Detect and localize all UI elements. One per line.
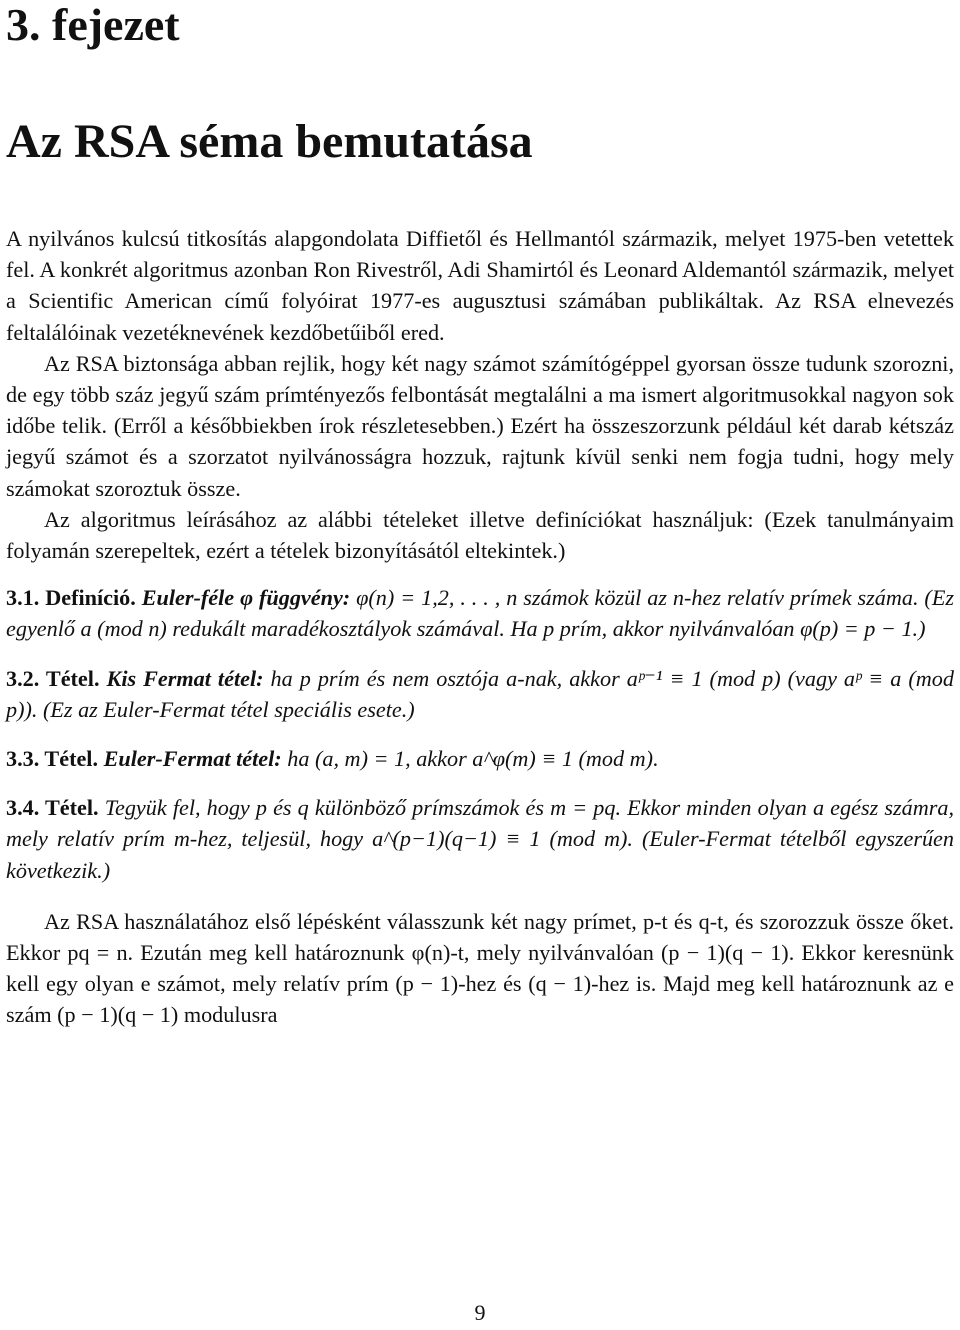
statement-body: Tegyük fel, hogy p és q különböző prímszámok és m = pq. Ekkor minden olyan a egész számra, mely relatív prím m-hez, teljesül, hogy a^(p−1)(q−1) ≡ 1 (mod m). (Euler-Fermat tételből egyszerűen következik.) xyxy=(6,795,954,883)
paragraph-security: Az RSA biztonsága abban rejlik, hogy két nagy számot számítógéppel gyorsan össze tudunk szorozni, de egy több száz jegyű szám prímtényezős felbontását megtalálni a ma ismert algoritmusokkal nagyon sok időbe telik. (Erről a későbbiekben írok részletesebben.) Ezért ha összeszorzunk például két darab kétszáz jegyű számot és a szorzatot nyilvánosságra hozzuk, rajtunk kívül senki nem fogja tudni, hogy mely számokat szoroztuk össze. xyxy=(6,350,954,501)
statement-body: ha p prím és nem osztója a-nak, akkor aᵖ⁻¹ ≡ 1 (mod p) (vagy aᵖ ≡ a (mod p)). (Ez az Euler-Fermat tétel speciális esete.) xyxy=(6,665,954,722)
chapter-label: 3. fejezet xyxy=(6,0,180,50)
theorem-euler-fermat xyxy=(6,743,954,774)
statement-name: Euler-Fermat tétel: xyxy=(103,746,282,772)
definition-euler-phi xyxy=(6,582,954,644)
paragraph-rsa-usage: Az RSA használatához első lépésként válasszunk két nagy prímet, p-t és q-t, és szorozzuk össze őket. Ekkor pq = n. Ezután meg kell határoznunk φ(n)-t, mely nyilvánvalóan (p − 1)(q − 1). Ekkor keresnünk kell egy olyan e számot, mely relatív prím (p − 1)-hez és (q − 1)-hez is. Majd meg kell határoznunk az e szám (p − 1)(q − 1) modulusra xyxy=(6,908,954,1028)
statement-label: 3.2. Tétel. xyxy=(6,665,100,691)
theorem-little-fermat xyxy=(6,663,954,725)
statement-body: φ(n) = 1,2, . . . , n számok közül az n-hez relatív prímek száma. (Ez egyenlő a (mod n) redukált maradékosztályok számával. Ha p prím, akkor nyilvánvalóan φ(p) = p − 1.) xyxy=(6,585,955,642)
statement-label: 3.3. Tétel. xyxy=(6,746,99,772)
chapter-title: Az RSA séma bemutatása xyxy=(6,115,533,168)
document-page xyxy=(6,0,954,1031)
statement-body: ha (a, m) = 1, akkor a^φ(m) ≡ 1 (mod m). xyxy=(287,746,659,772)
statement-label: 3.4. Tétel. xyxy=(6,795,99,821)
statement-label: 3.1. Definíció. xyxy=(6,585,136,611)
statement-name: Kis Fermat tétel: xyxy=(106,665,264,691)
paragraph-definitions-intro: Az algoritmus leírásához az alábbi tételeket illetve definíciókat használjuk: (Ezek tanulmányaim folyamán szerepeltek, ezért a tételek bizonyításától eltekintek.) xyxy=(6,506,954,564)
page-number: 9 xyxy=(474,1300,486,1325)
paragraph-intro: A nyilvános kulcsú titkosítás alapgondolata Diffietől és Hellmantól származik, melyet 1975-ben vetettek fel. A konkrét algoritmus azonban Ron Rivestről, Adi Shamirtól és Leonard Aldemantól származik, melyet a Scientific American című folyóirat 1977-es augusztusi számában publikáltak. Az RSA elnevezés feltalálóinak vezetéknevének kezdőbetűiből ered. xyxy=(6,226,954,345)
theorem-3-4 xyxy=(6,792,954,886)
statement-name: Euler-féle φ függvény: xyxy=(141,585,351,611)
